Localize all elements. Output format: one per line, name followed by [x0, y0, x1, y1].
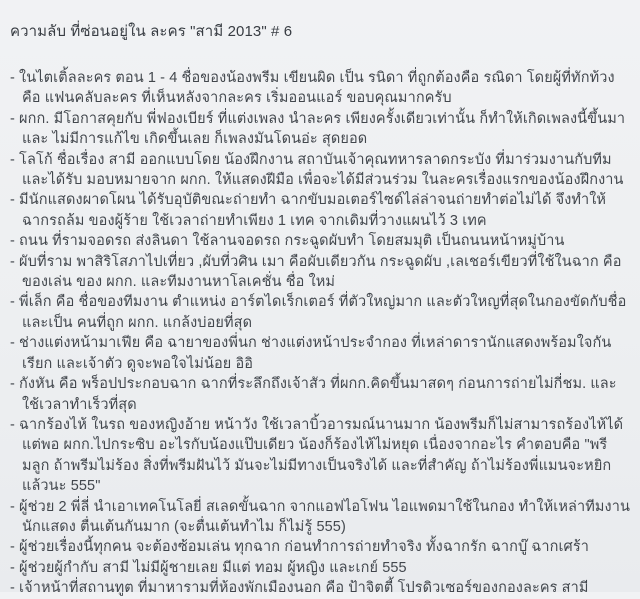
list-item: - เจ้าหน้าที่สถานทูต ที่มาหารามที่ห้องพักเมืองนอก คือ ป้าจิตตี้ โปรดิวเซอร์ของกองละคร สามี: [10, 580, 589, 597]
list-item: - มีนักแสดงผาดโผน ได้รับอุบัติขณะถ่ายทำ ฉากขับมอเตอร์ไซด์ไล่ล่าจนถ่ายทำต่อไม่ได้ จึงทำให้ฉากรถล้ม ของผู้ร้าย ใช้เวลาถ่ายทำเพียง 1 เทค จากเดิมที่วางแผนไว้ 3 เทค: [10, 192, 607, 229]
list-item: - ผู้ช่วยเรื่องนี้ทุกคน จะต้องซ้อมเล่น ทุกฉาก ก่อนทำการถ่ายทำจริง ทั้งฉากรัก ฉากบู๊ ฉากเศร้า: [10, 539, 589, 556]
bullet-list: [10, 68, 632, 599]
post-title: ความลับ ที่ซ่อนอยู่ใน ละคร "สามี 2013" # 6: [10, 23, 293, 40]
list-item: - กังหัน คือ พร็อปประกอบฉาก ฉากที่ระลึกถึงเจ้าสัว ที่ผกก.คิดขึ้นมาสดๆ ก่อนการถ่ายไม่กี่ชม. และใช้เวลาทำเร็วที่สุด: [10, 376, 617, 413]
list-item: - ผกก. มีโอกาสคุยกับ พี่ฟองเบียร์ ที่แต่งเพลง นำละคร เพียงครั้งเดียวเท่านั้น ก็ทำให้เกิดเพลงนี้ขึ้นมา และ ไม่มีการแก้ไข เกิดขึ้นเลย ก็เพลงมันโดนอ่ะ สุดยอด: [10, 110, 626, 148]
list-item: - ผู้ช่วยผู้กำกับ สามี ไม่มีผู้ชายเลย มีแต่ ทอม ผู้หญิง และเกย์ 555: [10, 559, 407, 576]
list-item: - โลโก้ ชื่อเรื่อง สามี ออกแบบโดย น้องฝึกงาน สถาบันเจ้าคุณทหารลาดกระบัง ที่มาร่วมงานกับทีม และได้รับ มอบหมายจาก ผกก. ให้แสดงฝีมือ เพื่อจะได้มีส่วนร่วม ในละครเรื่องแรกของน้องฝึกงาน: [10, 151, 624, 189]
list-item: - ช่างแต่งหน้ามาเฟีย คือ ฉายาของพี่นก ช่างแต่งหน้าประจำกอง ที่เหล่าดารานักแสดงพร้อมใจกันเรียก และเจ้าตัว ดูจะพอใจไม่น้อย อิอิ: [10, 335, 612, 372]
list-item: - พี่เล็ก คือ ชื่อของทีมงาน ตำแหน่ง อาร์ตไดเร็กเตอร์ ที่ตัวใหญ่มาก และตัวใหญที่สุดในกองขัดกับชื่อ และเป็น คนที่ถูก ผกก. แกล้งบ่อยที่สุด: [10, 294, 627, 331]
list-item: - ในไตเติ้ลละคร ตอน 1 - 4 ชื่อของน้องพรีม เขียนผิด เป็น รนิดา ที่ถูกต้องคือ รณิดา โดยผู้ที่ทักท้วง คือ แฟนคลับละคร ที่เห็นหลังจากละคร เริ่มออนแอร์ ขอบคุณมากครับ: [10, 70, 615, 107]
list-item: - ผู้ช่วย 2 พี่ลี่ นำเอาเทคโนโลยี่ สเลดขั้นฉาก จากแอฟไอโฟน ไอแพดมาใช้ในกอง ทำให้เหล่าทีมงานนักแสดง ตื่นเต้นกันมาก (จะตื่นเต้นทำไม ก็ไม่รู้ 555): [10, 498, 630, 535]
list-item: - ผับที่ราม พาสิริโสภาไปเที่ยว ,ผับที่วศิน เมา คือผับเดียวกัน กระฉูดผับ ,เลเชอร์เขียวที่ใช้ในฉาก คือของเล่น ของ ผกก. และทีมงานหาโลเคชั่น ชื่อ ใหม่: [10, 253, 622, 291]
list-item: - ฉากร้องไห้ ในรถ ของหญิงอ้าย หน้าวัง ใช้เวลาบิ้วอารมณ์นานมาก น้องพรีมก็ไม่สามารถร้องไห้ได้ แต่พอ ผกก.ไปกระซิบ อะไรกับน้องแป๊บเดียว น้องก็ร้องไห้ไม่หยุด เนื่องจากอะไร คำตอบคือ "พรีมลูก ถ้าพรีมไม่ร้อง สิ่งที่พรีมฝันไว้ มันจะไม่มีทางเป็นจริงได้ และที่สำคัญ ถ้าไม่ร้องพี่แมนจะหยิกแล้วนะ 555": [10, 416, 624, 495]
list-item: - ถนน ที่รามจอดรถ ส่งลินดา ใช้ลานจอดรถ กระฉูดผับทำ โดยสมมุติ เป็นถนนหน้าหมู่บ้าน: [10, 233, 565, 250]
